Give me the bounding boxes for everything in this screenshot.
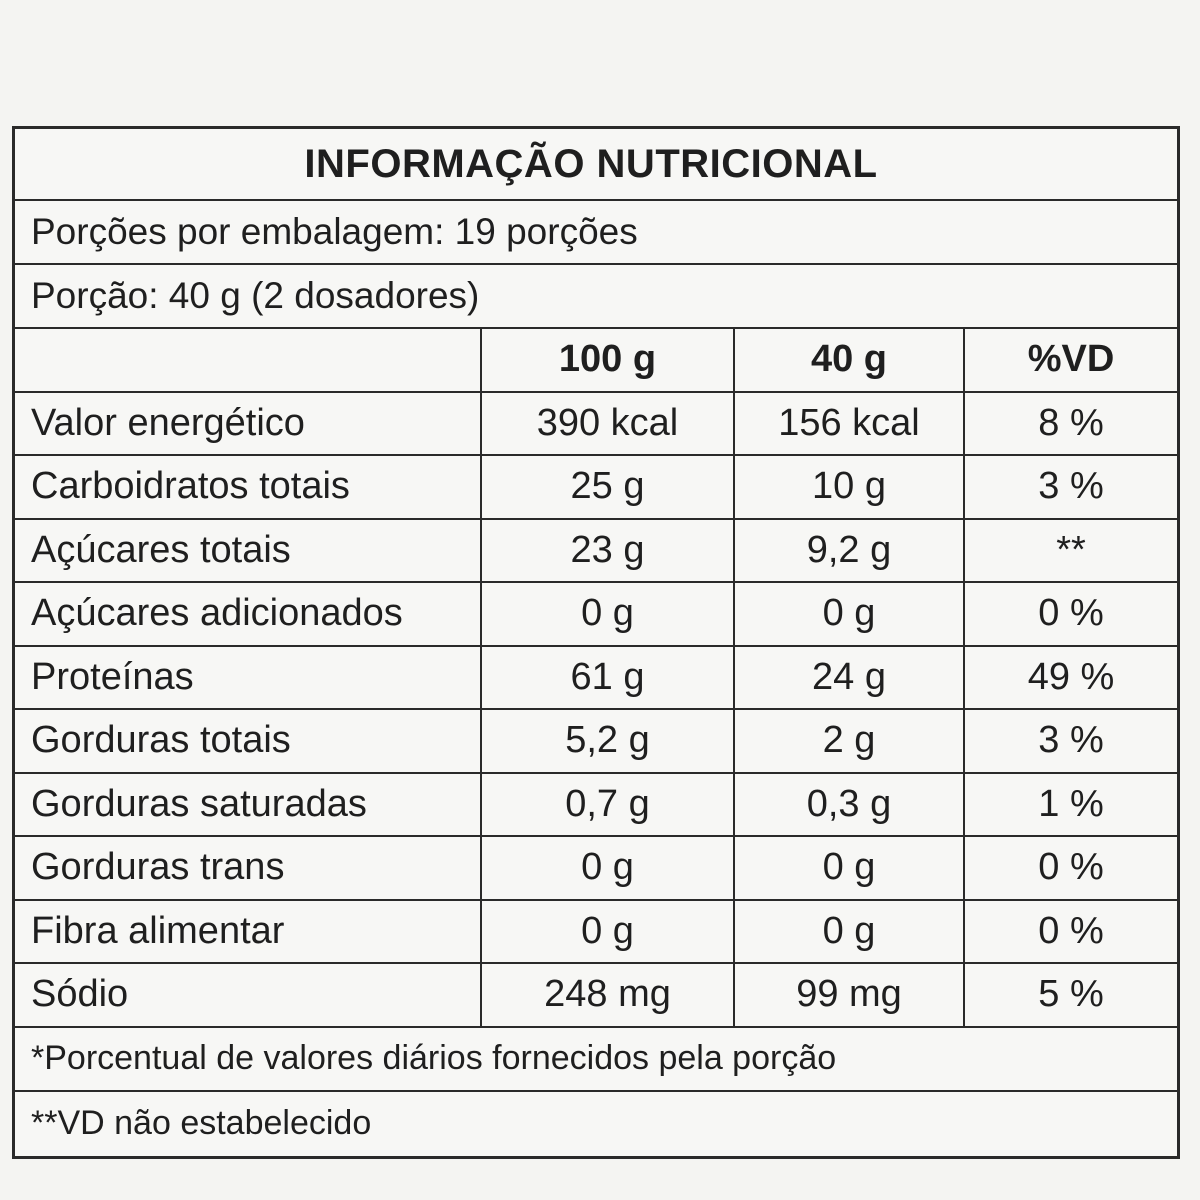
table-row bbox=[15, 520, 1177, 584]
value-per-100g: 0 g bbox=[482, 837, 735, 899]
value-per-40g: 0 g bbox=[735, 837, 965, 899]
header-nutrient bbox=[15, 329, 482, 391]
nutrient-name: Açúcares adicionados bbox=[15, 583, 482, 645]
value-per-40g: 156 kcal bbox=[735, 393, 965, 455]
value-per-40g: 10 g bbox=[735, 456, 965, 518]
nutrient-name: Açúcares totais bbox=[15, 520, 482, 582]
value-daily: 0 % bbox=[1038, 909, 1104, 952]
table-row bbox=[15, 901, 1177, 965]
nutrient-name: Gorduras trans bbox=[15, 837, 482, 899]
header-per-40g: 40 g bbox=[735, 329, 965, 391]
nutrient-name: Gorduras totais bbox=[15, 710, 482, 772]
value-per-100g: 0 g bbox=[482, 583, 735, 645]
value-per-100g: 390 kcal bbox=[482, 393, 735, 455]
value-daily: 8 % bbox=[1038, 401, 1104, 444]
value-per-40g: 24 g bbox=[735, 647, 965, 709]
value-per-40g: 0,3 g bbox=[735, 774, 965, 836]
title-row bbox=[15, 129, 1177, 201]
servings-per-package: Porções por embalagem: 19 porções bbox=[31, 211, 638, 252]
value-daily: 5 % bbox=[1038, 973, 1104, 1016]
serving-size: Porção: 40 g (2 dosadores) bbox=[31, 275, 480, 316]
servings-per-package-row bbox=[15, 201, 1177, 265]
value-per-40g: 99 mg bbox=[735, 964, 965, 1026]
header-per-100g: 100 g bbox=[482, 329, 735, 391]
header-daily-value: %VD bbox=[1027, 338, 1115, 381]
table-row bbox=[15, 710, 1177, 774]
table-row bbox=[15, 393, 1177, 457]
table-row bbox=[15, 456, 1177, 520]
serving-size-row bbox=[15, 265, 1177, 329]
nutrition-facts-label bbox=[12, 126, 1180, 1159]
table-row bbox=[15, 964, 1177, 1028]
nutrient-name: Proteínas bbox=[15, 647, 482, 709]
value-daily: ** bbox=[1056, 528, 1086, 571]
value-per-40g: 0 g bbox=[735, 583, 965, 645]
value-daily: 3 % bbox=[1038, 719, 1104, 762]
table-header-row bbox=[15, 329, 1177, 393]
value-per-40g: 9,2 g bbox=[735, 520, 965, 582]
value-per-100g: 23 g bbox=[482, 520, 735, 582]
value-daily: 49 % bbox=[1027, 655, 1115, 698]
value-daily: 1 % bbox=[1038, 782, 1104, 825]
label-title: INFORMAÇÃO NUTRICIONAL bbox=[304, 141, 878, 186]
value-per-100g: 0,7 g bbox=[482, 774, 735, 836]
value-daily: 0 % bbox=[1038, 846, 1104, 889]
value-per-100g: 248 mg bbox=[482, 964, 735, 1026]
nutrient-name: Sódio bbox=[15, 964, 482, 1026]
value-per-100g: 0 g bbox=[482, 901, 735, 963]
table-row bbox=[15, 647, 1177, 711]
nutrient-name: Valor energético bbox=[15, 393, 482, 455]
footnote-vd-not-established-row bbox=[15, 1092, 1177, 1156]
value-daily: 0 % bbox=[1038, 592, 1104, 635]
footnote-daily-values: *Porcentual de valores diários fornecidos pela porção bbox=[31, 1039, 837, 1077]
table-row bbox=[15, 837, 1177, 901]
footnote-vd-not-established: **VD não estabelecido bbox=[31, 1104, 372, 1142]
table-row bbox=[15, 774, 1177, 838]
nutrient-name: Carboidratos totais bbox=[15, 456, 482, 518]
footnote-daily-values-row bbox=[15, 1028, 1177, 1092]
value-per-100g: 61 g bbox=[482, 647, 735, 709]
value-per-100g: 5,2 g bbox=[482, 710, 735, 772]
table-row bbox=[15, 583, 1177, 647]
value-daily: 3 % bbox=[1038, 465, 1104, 508]
nutrient-name: Fibra alimentar bbox=[15, 901, 482, 963]
value-per-100g: 25 g bbox=[482, 456, 735, 518]
nutrient-name: Gorduras saturadas bbox=[15, 774, 482, 836]
value-per-40g: 0 g bbox=[735, 901, 965, 963]
value-per-40g: 2 g bbox=[735, 710, 965, 772]
